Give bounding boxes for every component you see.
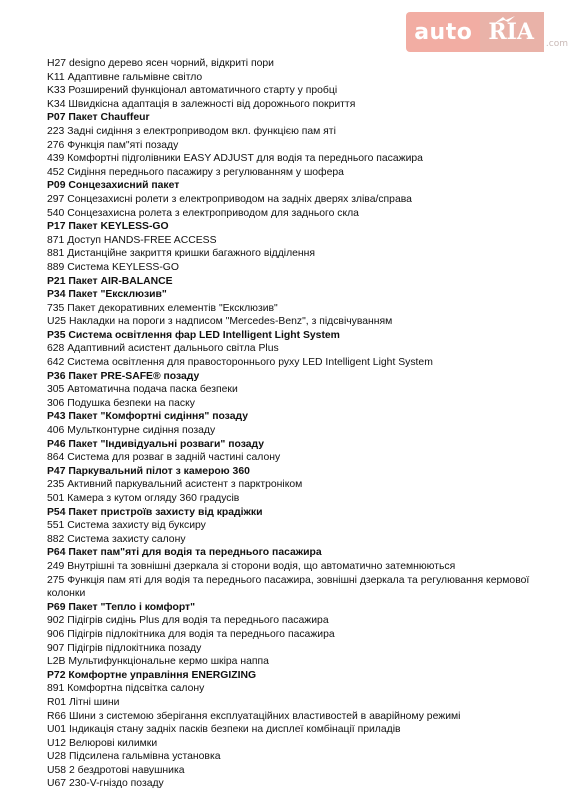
option-line: 735 Пакет декоративних елементів "Ексклюзив" — [47, 302, 278, 314]
package-heading: P64 Пакет пам"яті для водія та переднього пасажира — [47, 547, 322, 559]
logo-ria-block — [480, 12, 568, 52]
option-line: U67 230-V-гніздо позаду — [47, 778, 164, 790]
package-heading: P54 Пакет пристроїв захисту від крадіжки — [47, 506, 263, 518]
option-line: 235 Активний паркувальний асистент з парктроніком — [47, 479, 303, 491]
option-line: 889 Система KEYLESS-GO — [47, 261, 179, 273]
package-heading: P46 Пакет "Індивідуальні розваги" позаду — [47, 438, 265, 450]
option-line: 628 Адаптивний асистент дальнього світла Plus — [47, 343, 279, 355]
package-heading: P07 Пакет Chauffeur — [47, 112, 150, 124]
option-line: 891 Комфортна підсвітка салону — [47, 683, 205, 695]
option-line: K33 Розширений функціонал автоматичного старту у пробці — [47, 85, 338, 97]
option-line: K11 Адаптивне гальмівне світло — [47, 71, 203, 83]
option-line: H27 designo дерево ясен чорний, відкриті пори — [47, 58, 274, 69]
package-heading: P47 Паркувальний пілот з камерою 360 — [47, 465, 250, 477]
option-line: 907 Підігрів підлокітника позаду — [47, 642, 202, 654]
option-line: R66 Шини з системою зберігання експлуатаційних властивостей в аварійному режимі — [47, 710, 461, 722]
option-line: K34 Швидкісна адаптація в залежності від дорожнього покриття — [47, 98, 356, 110]
package-heading: P36 Пакет PRE-SAFE® позаду — [47, 370, 200, 382]
option-line: 906 Підігрів підлокітника для водія та переднього пасажира — [47, 628, 335, 640]
option-line: 305 Автоматична подача паска безпеки — [47, 384, 238, 396]
option-line: U01 Індикація стану задніх пасків безпеки на дисплеї комбінації приладів — [47, 724, 401, 736]
option-line: R01 Літні шини — [47, 696, 120, 708]
package-heading: P17 Пакет KEYLESS-GO — [47, 221, 169, 233]
option-line: 452 Сидіння переднього пасажиру з регулюванням у шофера — [47, 166, 344, 178]
option-line: U28 Підсилена гальмівна установка — [47, 751, 221, 763]
option-line: 306 Подушка безпеки на паску — [47, 397, 195, 409]
package-heading: P34 Пакет "Ексклюзив" — [47, 289, 167, 301]
option-line: 642 Система освітлення для правостороннього руху LED Intelligent Light System — [47, 357, 433, 369]
autoria-logo — [406, 12, 568, 52]
option-line: 501 Камера з кутом огляду 360 градусів — [47, 493, 240, 504]
option-line: 902 Підігрів сидінь Plus для водія та переднього пасажира — [47, 615, 329, 627]
package-heading: P09 Сонцезахисний пакет — [47, 180, 180, 192]
logo-bird-icon — [494, 15, 516, 25]
package-heading: P69 Пакет "Тепло і комфорт" — [47, 601, 196, 613]
option-line: 276 Функція пам"яті позаду — [47, 139, 179, 151]
option-line: 439 Комфортні підголівники EASY ADJUST для водія та переднього пасажира — [47, 153, 423, 165]
option-line: U58 2 бездротові навушника — [47, 764, 185, 776]
option-line: 540 Сонцезахисна ролета з електроприводом для заднього скла — [47, 207, 359, 219]
option-line: 871 Доступ HANDS-FREE ACCESS — [47, 234, 217, 246]
option-line: U25 Накладки на пороги з надписом "Mercedes-Benz", з підсвічуванням — [47, 316, 393, 328]
logo-com-text: .com — [545, 39, 568, 49]
option-line: 881 Дистанційне закриття кришки багажного відділення — [47, 248, 316, 260]
package-heading: P43 Пакет "Комфортні сидіння" позаду — [47, 411, 248, 423]
option-line: 297 Сонцезахисні ролети з електроприводом на задніх дверях зліва/справа — [47, 193, 412, 205]
option-line: 275 Функція пам яті для водія та переднього пасажира, зовнішні дзеркала та регулювання кермової колонки — [47, 574, 530, 600]
option-line: 406 Мультконтурне сидіння позаду — [47, 425, 216, 437]
options-list — [47, 57, 537, 791]
logo-ria-text: RIA — [488, 19, 534, 45]
logo-auto-text: auto — [406, 12, 480, 52]
package-heading: P72 Комфортне управління ENERGIZING — [47, 669, 257, 681]
option-line: 223 Задні сидіння з електроприводом вкл. функцією пам яті — [47, 125, 336, 137]
option-line: 864 Система для розваг в задній частині салону — [47, 452, 281, 464]
option-line: 551 Система захисту від буксиру — [47, 520, 206, 532]
option-line: U12 Велюрові килимки — [47, 737, 158, 749]
package-heading: P35 Система освітлення фар LED Intelligent Light System — [47, 329, 340, 341]
option-line: L2B Мультифункціональне кермо шкіра наппа — [47, 656, 269, 668]
option-line: 249 Внутрішні та зовнішні дзеркала зі сторони водія, що автоматично затемнюються — [47, 560, 456, 572]
package-heading: P21 Пакет AIR-BALANCE — [47, 275, 173, 287]
option-line: 882 Система захисту салону — [47, 533, 186, 545]
